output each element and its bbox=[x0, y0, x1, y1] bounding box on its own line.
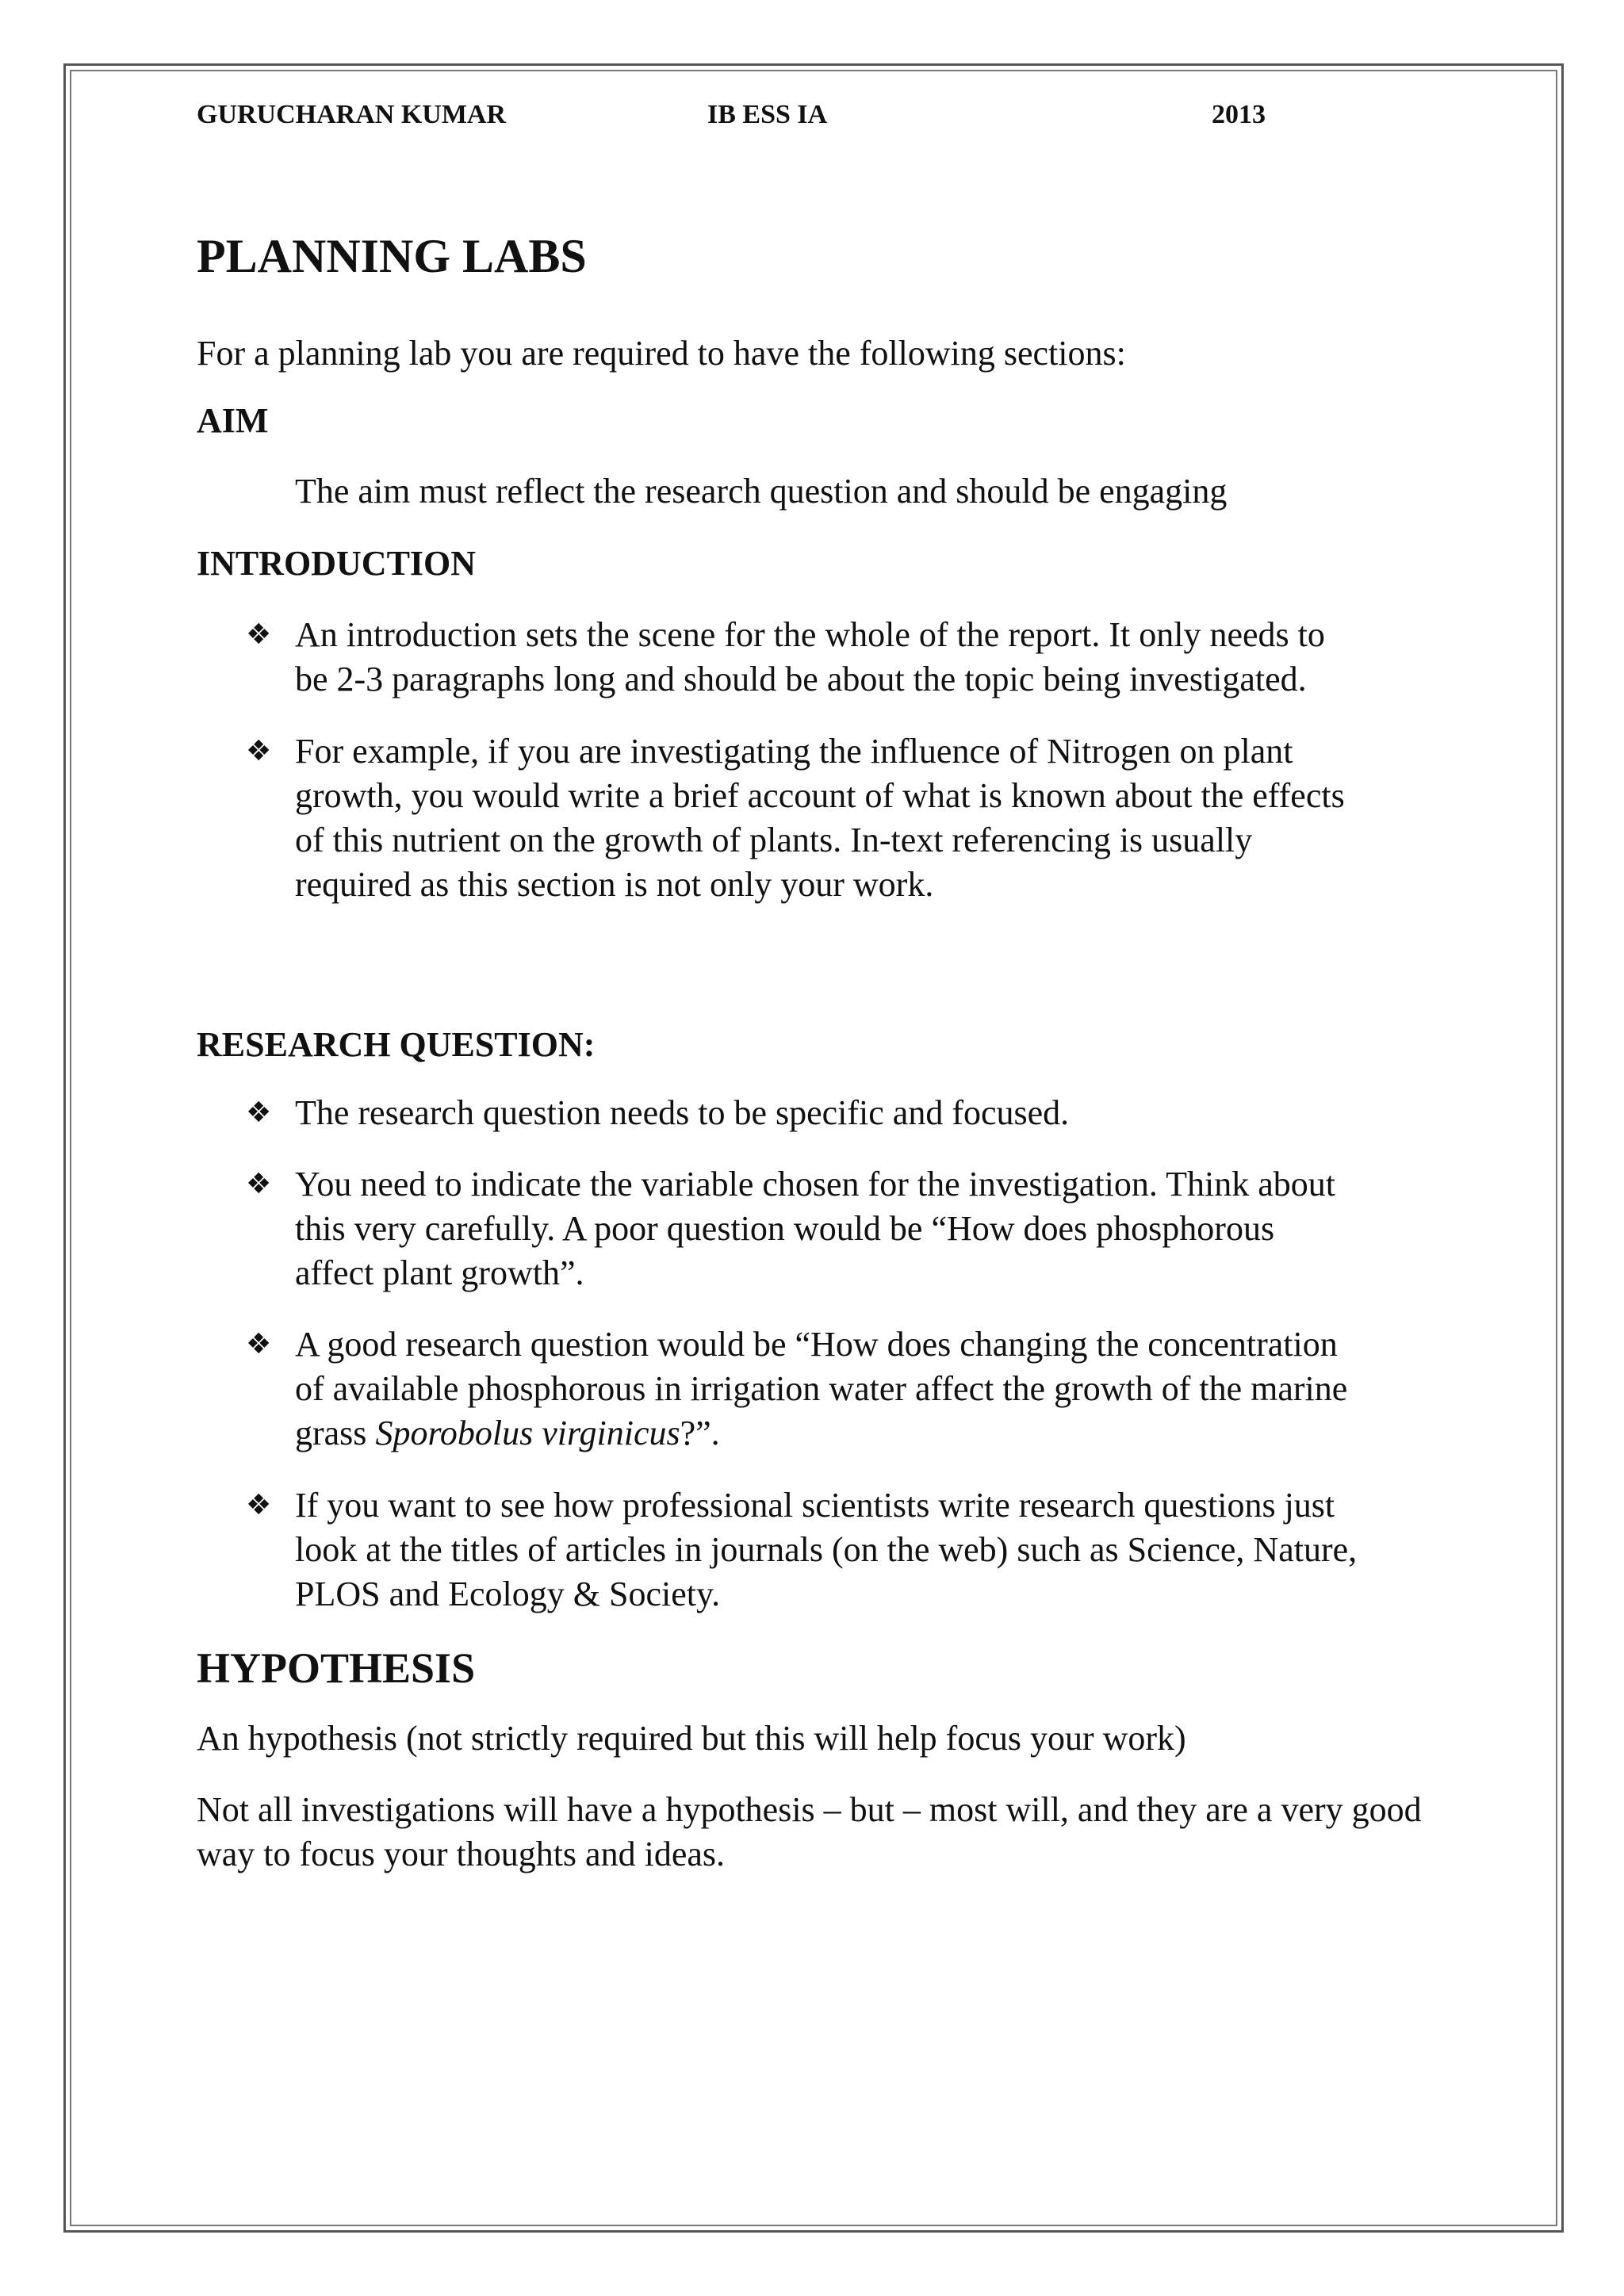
bullet-text-prefix: grass bbox=[295, 1414, 376, 1452]
header-author: GURUCHARAN KUMAR bbox=[197, 100, 507, 129]
diamond-bullet-icon: ❖ bbox=[246, 618, 272, 651]
diamond-bullet-icon: ❖ bbox=[246, 735, 272, 767]
section-heading-introduction: INTRODUCTION bbox=[197, 544, 477, 583]
bullet-text: The research question needs to be specific and focused. bbox=[295, 1093, 1070, 1132]
section-heading-aim: AIM bbox=[197, 401, 269, 440]
diamond-bullet-icon: ❖ bbox=[246, 1328, 272, 1360]
diamond-bullet-icon: ❖ bbox=[246, 1096, 272, 1129]
page-title: PLANNING LABS bbox=[197, 230, 587, 282]
header-year: 2013 bbox=[1212, 100, 1266, 129]
bullet-text-lines: A good research question would be “How does changing the concentration of available phosphorous in irrigation water affect the growth of the marine bbox=[295, 1325, 1348, 1408]
bullet-text: For example, if you are investigating the influence of Nitrogen on plant growth, you would write a brief account of what is known about the effects of this nutrient on the growth of plants. In-text referencing is usually required as this section is not only your work. bbox=[295, 732, 1345, 904]
species-name: Sporobolus virginicus bbox=[375, 1414, 680, 1452]
page-border-inner bbox=[70, 70, 1557, 2226]
header-course: IB ESS IA bbox=[707, 100, 828, 129]
bullet-text: You need to indicate the variable chosen for the investigation. Think about this very carefully. A poor question would be “How does phosphorous affect plant growth”. bbox=[295, 1165, 1335, 1292]
intro-line: For a planning lab you are required to have the following sections: bbox=[197, 334, 1126, 373]
bullet-text-suffix: ?”. bbox=[680, 1414, 720, 1452]
hypothesis-paragraph-2: Not all investigations will have a hypothesis – but – most will, and they are a very good way to focus your thoughts and ideas. bbox=[197, 1790, 1422, 1873]
hypothesis-line-1: An hypothesis (not strictly required but this will help focus your work) bbox=[197, 1719, 1186, 1758]
bullet-text: If you want to see how professional scientists write research questions just look at the titles of articles in journals (on the web) such as Science, Nature, PLOS and Ecology & Society. bbox=[295, 1486, 1358, 1613]
diamond-bullet-icon: ❖ bbox=[246, 1489, 272, 1521]
bullet-text bbox=[295, 1322, 1484, 1456]
diamond-bullet-icon: ❖ bbox=[246, 1168, 272, 1200]
section-heading-hypothesis: HYPOTHESIS bbox=[197, 1644, 476, 1692]
section-heading-research-question: RESEARCH QUESTION: bbox=[197, 1025, 596, 1064]
aim-text: The aim must reflect the research question and should be engaging bbox=[295, 472, 1228, 511]
bullet-text: An introduction sets the scene for the whole of the report. It only needs to be 2-3 paragraphs long and should be about the topic being investigated. bbox=[295, 615, 1325, 698]
